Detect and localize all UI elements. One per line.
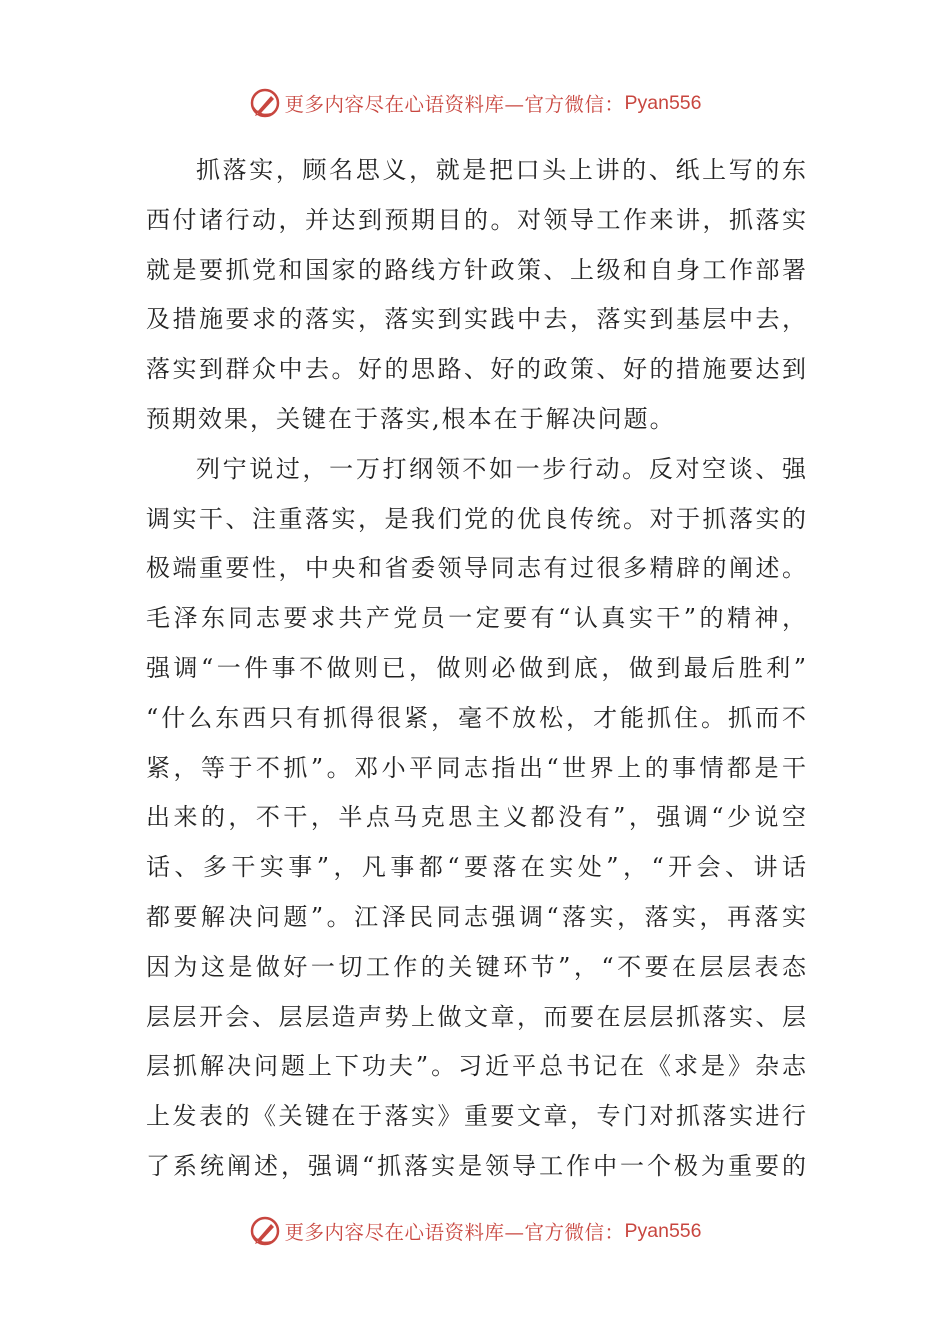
paragraph-line: 预期效果，关键在于落实,根本在于解决问题。 [146, 404, 676, 433]
paragraph-line: 就是要抓党和国家的路线方针政策、上级和自身工作部署 [146, 255, 806, 284]
header-banner-id: Pyan556 [624, 91, 702, 114]
paragraph-line: 列宁说过，一万打纲领不如一步行动。反对空谈、强 [196, 454, 806, 483]
pen-logo-icon [249, 87, 281, 119]
pen-logo-icon [249, 1215, 281, 1247]
paragraph-line: 极端重要性，中央和省委领导同志有过很多精辟的阐述。 [146, 554, 806, 583]
paragraph-line: 出来的，不干，半点马克思主义都没有”，强调“少说空 [146, 803, 806, 832]
paragraph-line: 抓落实，顾名思义，就是把口头上讲的、纸上写的东 [196, 156, 806, 184]
paragraph-line: 层层开会、层层造声势上做文章，而要在层层抓落实、层 [146, 1002, 806, 1031]
paragraph-line: 毛泽东同志要求共产党员一定要有“认真实干”的精神， [146, 604, 806, 633]
header-watermark-banner [0, 78, 950, 128]
paragraph-line: 因为这是做好一切工作的关键环节”，“不要在层层表态 [146, 952, 806, 981]
paragraph-line: 都要解决问题”。江泽民同志强调“落实，落实，再落实 [146, 902, 806, 931]
paragraph-line: 层抓解决问题上下功夫”。习近平总书记在《求是》杂志 [146, 1052, 806, 1081]
paragraph-line: 强调“一件事不做则已，做则必做到底，做到最后胜利” [146, 653, 806, 682]
paragraph-line: 及措施要求的落实，落实到实践中去，落实到基层中去， [146, 305, 806, 334]
paragraph-line: “什么东西只有抓得很紧，毫不放松，才能抓住。抓而不 [146, 703, 806, 732]
footer-banner-id: Pyan556 [624, 1219, 702, 1242]
paragraph-line: 了系统阐述，强调“抓落实是领导工作中一个极为重要的 [146, 1151, 806, 1180]
footer-banner-text: 更多内容尽在心语资料库—官方微信： [284, 1221, 625, 1244]
paragraph-line: 西付诸行动，并达到预期目的。对领导工作来讲，抓落实 [146, 205, 806, 234]
footer-watermark-banner [0, 1206, 950, 1256]
paragraph-line: 上发表的《关键在于落实》重要文章，专门对抓落实进行 [146, 1102, 806, 1131]
document-body [146, 146, 806, 1192]
paragraph-line: 话、多干实事”，凡事都“要落在实处”，“开会、讲话 [146, 853, 806, 882]
header-banner-text: 更多内容尽在心语资料库—官方微信： [284, 93, 625, 116]
paragraph-line: 调实干、注重落实，是我们党的优良传统。对于抓落实的 [146, 504, 806, 533]
paragraph-line: 紧，等于不抓”。邓小平同志指出“世界上的事情都是干 [146, 753, 806, 782]
paragraph-line: 落实到群众中去。好的思路、好的政策、好的措施要达到 [146, 355, 806, 384]
